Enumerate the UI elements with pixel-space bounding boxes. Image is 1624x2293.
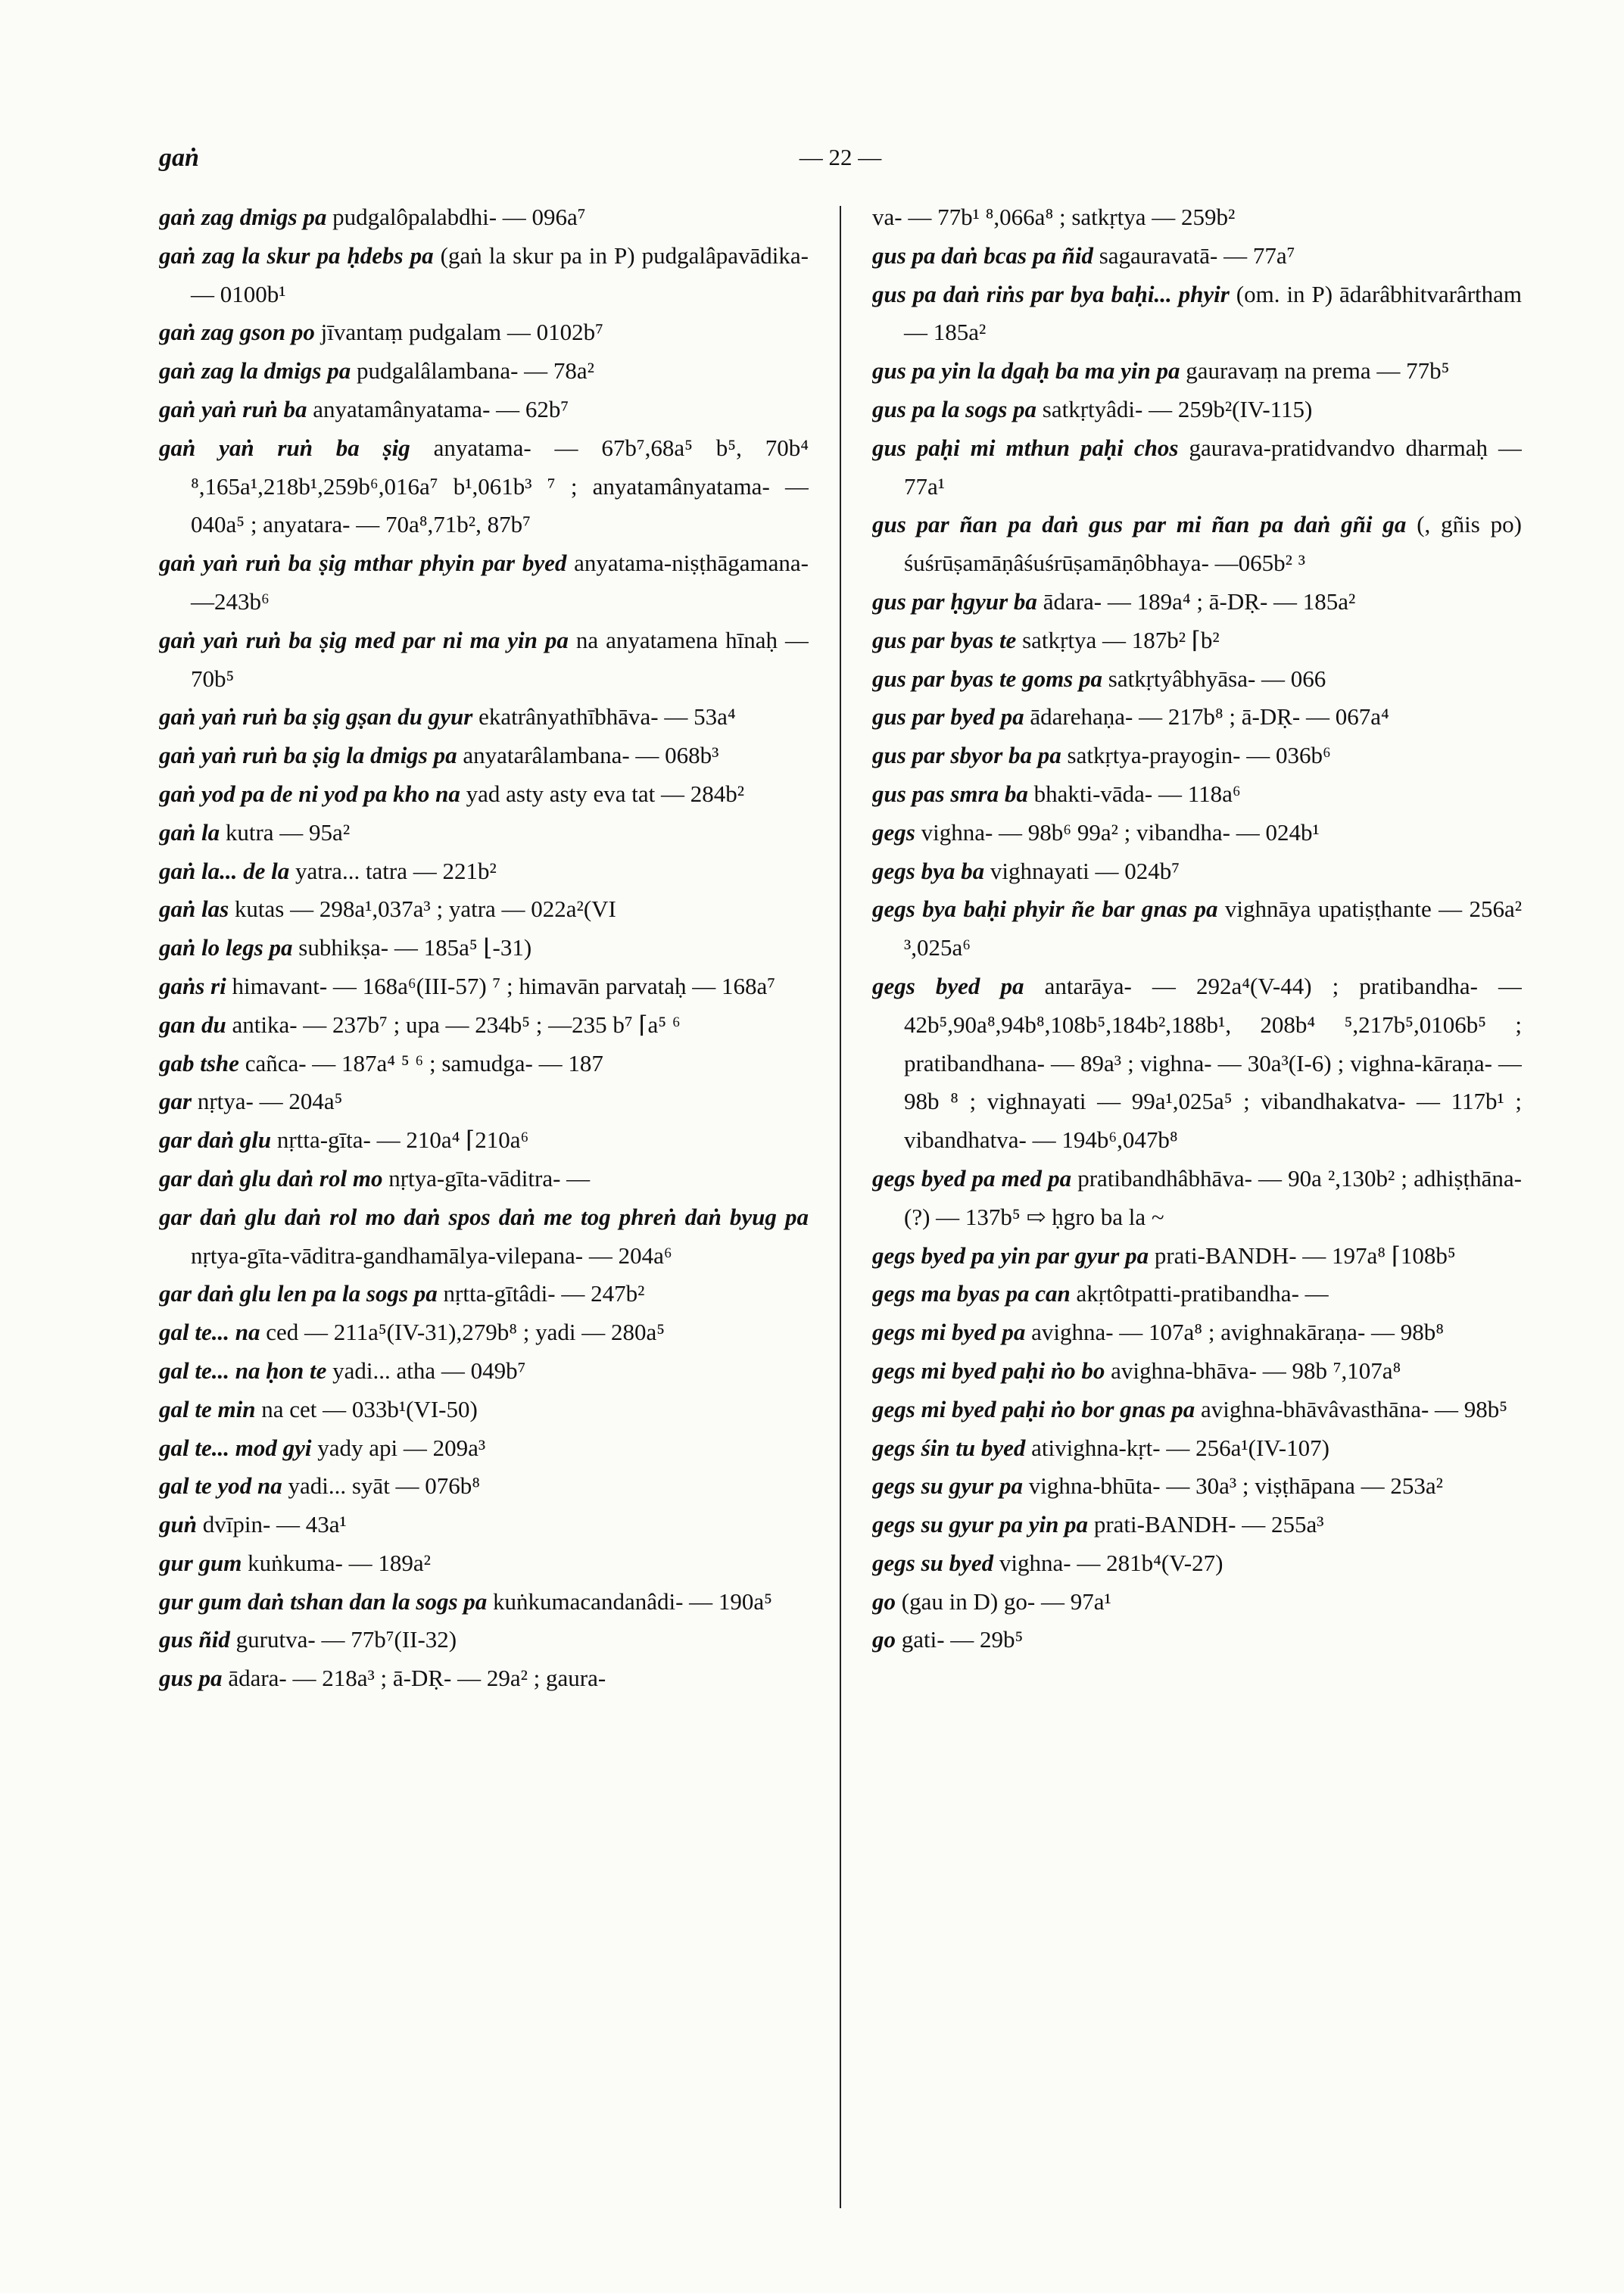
entry-headword: gaṅ lo legs pa <box>159 934 293 961</box>
entry-headword: gus ñid <box>159 1626 230 1653</box>
entry-headword: gegs su byed <box>872 1549 994 1576</box>
dictionary-entry <box>872 698 1522 737</box>
entry-headword: gar daṅ glu len pa la sogs pa <box>159 1280 438 1307</box>
entry-definition: kuṅkuma- — 189a² <box>248 1549 431 1576</box>
dictionary-entry <box>872 1506 1522 1544</box>
dictionary-entry <box>872 660 1522 699</box>
entry-definition: gaurava-pratidvandvo dharmaḥ — 77a¹ <box>904 434 1522 500</box>
entry-headword: gal te... na ḥon te <box>159 1357 327 1384</box>
dictionary-entry <box>872 391 1522 429</box>
dictionary-entry <box>159 313 809 352</box>
entry-headword: gaṅ zag la skur pa ḥdebs pa <box>159 241 434 269</box>
entry-headword: gegs mi byed pa <box>872 1319 1026 1346</box>
dictionary-entry <box>872 1237 1522 1276</box>
entry-headword: gaṅ la <box>159 818 220 846</box>
dictionary-columns <box>159 198 1522 2242</box>
dictionary-entry <box>159 1621 809 1659</box>
entry-definition: (gau in D) go- — 97a¹ <box>901 1587 1111 1615</box>
entry-definition: cañca- — 187a⁴ ⁵ ⁶ ; samudga- — 187 <box>245 1049 603 1076</box>
entry-definition: (gaṅ la skur pa in P) pudgalâpavādika- — 0100b¹ <box>191 241 809 307</box>
dictionary-entry <box>872 814 1522 852</box>
entry-definition: vighnayati — 024b⁷ <box>990 857 1180 884</box>
entry-headword: gegs bya ba <box>872 857 985 884</box>
entry-definition: nṛtya-gīta-vāditra-gandhamālya-vilepana- — 204a⁶ <box>191 1242 672 1269</box>
dictionary-entry <box>159 1275 809 1313</box>
entry-headword: gaṅ las <box>159 896 229 923</box>
dictionary-entry <box>159 852 809 891</box>
entry-definition: pudgalôpalabdhi- — 096a⁷ <box>332 204 586 230</box>
entry-definition: vighnāya upatiṣṭhante — 256a² ³,025a⁶ <box>904 896 1522 961</box>
entry-definition: satkṛtya-prayogin- — 036b⁶ <box>1067 742 1331 769</box>
entry-headword: gab tshe <box>159 1049 239 1076</box>
entry-definition: anyatama-niṣṭhāgamana- —243b⁶ <box>191 550 809 615</box>
entry-headword: gegs <box>872 818 915 846</box>
entry-headword: gegs bya baḥi phyir ñe bar gnas pa <box>872 896 1218 923</box>
entry-definition: akṛtôtpatti-pratibandha- — <box>1076 1280 1329 1307</box>
dictionary-entry <box>159 814 809 852</box>
entry-headword: gus par ḥgyur ba <box>872 587 1037 615</box>
entry-definition: ādara- — 218a³ ; ā-DṚ- — 29a² ; gaura- <box>228 1665 606 1692</box>
entry-headword: gal te... na <box>159 1319 260 1346</box>
entry-headword: go <box>872 1587 896 1615</box>
entry-definition: kutas — 298a¹,037a³ ; yatra — 022a²(VI <box>234 896 616 923</box>
entry-definition: vighna- — 98b⁶ 99a² ; vibandha- — 024b¹ <box>921 818 1320 846</box>
entry-headword: gur gum daṅ tshan dan la sogs pa <box>159 1587 488 1615</box>
entry-definition: ced — 211a⁵(IV-31),279b⁸ ; yadi — 280a⁵ <box>266 1319 665 1346</box>
entry-definition: vighna- — 281b⁴(V-27) <box>999 1549 1223 1576</box>
entry-headword: gegs byed pa <box>872 972 1024 999</box>
dictionary-entry <box>872 1583 1522 1622</box>
dictionary-entry <box>159 1352 809 1391</box>
entry-headword: guṅ <box>159 1511 197 1538</box>
entry-headword: gaṅ yaṅ ruṅ ba ṣig la dmigs pa <box>159 742 457 769</box>
dictionary-entry <box>159 429 809 544</box>
entry-definition: pudgalâlambana- — 78a² <box>356 357 594 385</box>
entry-definition: anyatama- — 67b⁷,68a⁵ b⁵, 70b⁴ ⁸,165a¹,218b¹,259b⁶,016a⁷ b¹,061b³ ⁷ ; anyatamânyatama- — 040a⁵ ; anyatara- — 70a⁸,71b², 87b⁷ <box>191 434 809 538</box>
entry-headword: gus pa <box>159 1665 223 1692</box>
entry-definition: prati-BANDH- — 197a⁸ ⌈108b⁵ <box>1154 1242 1456 1269</box>
entry-definition: avighna- — 107a⁸ ; avighnakāraṇa- — 98b⁸ <box>1031 1319 1445 1346</box>
entry-definition: nṛtya- — 204a⁵ <box>197 1088 343 1115</box>
entry-definition: yadi... atha — 049b⁷ <box>332 1357 526 1384</box>
entry-definition: antika- — 237b⁷ ; upa — 234b⁵ ; —235 b⁷ ⌈a⁵ ⁶ <box>232 1011 681 1038</box>
entry-headword: gus par byas te goms pa <box>872 665 1102 692</box>
entry-headword: gegs mi byed paḥi ṅo bor gnas pa <box>872 1395 1195 1422</box>
entry-headword: gus par byas te <box>872 626 1017 653</box>
entry-definition: kutra — 95a² <box>225 818 351 846</box>
entry-definition: kuṅkumacandanâdi- — 190a⁵ <box>493 1587 772 1615</box>
entry-headword: gegs su gyur pa yin pa <box>872 1511 1089 1538</box>
entry-definition: avighna-bhāvâvasthāna- — 98b⁵ <box>1201 1395 1508 1422</box>
entry-headword: gegs ma byas pa can <box>872 1280 1071 1307</box>
dictionary-entry <box>159 544 809 622</box>
entry-headword: gar daṅ glu <box>159 1126 272 1154</box>
left-column <box>159 198 809 2242</box>
dictionary-entry <box>872 775 1522 814</box>
entry-definition: gati- — 29b⁵ <box>901 1626 1024 1653</box>
dictionary-entry <box>872 1391 1522 1429</box>
dictionary-entry <box>872 622 1522 660</box>
entry-headword: gus par byed pa <box>872 703 1024 731</box>
entry-headword: gaṅ yaṅ ruṅ ba <box>159 395 307 422</box>
entry-headword: gur gum <box>159 1549 242 1576</box>
dictionary-entry <box>159 1313 809 1352</box>
entry-definition: nṛtya-gīta-vāditra- — <box>388 1164 591 1192</box>
dictionary-entry <box>159 1467 809 1506</box>
running-head: gaṅ <box>159 144 199 172</box>
dictionary-entry <box>159 1544 809 1583</box>
entry-headword: gan du <box>159 1011 226 1038</box>
dictionary-entry <box>872 1275 1522 1313</box>
dictionary-entry <box>872 1429 1522 1468</box>
entry-headword: gaṅ zag la dmigs pa <box>159 357 351 385</box>
entry-headword: gegs byed pa med pa <box>872 1164 1072 1192</box>
entry-headword: gal te... mod gyi <box>159 1434 312 1461</box>
dictionary-entry <box>159 967 809 1006</box>
entry-headword: gal te yod na <box>159 1472 282 1500</box>
entry-definition: ekatrânyathībhāva- — 53a⁴ <box>478 703 736 731</box>
dictionary-entry <box>872 1160 1522 1237</box>
entry-headword: gus pa yin la dgaḥ ba ma yin pa <box>872 357 1180 385</box>
entry-definition: va- — 77b¹ ⁸,066a⁸ ; satkṛtya — 259b² <box>872 204 1236 230</box>
entry-headword: gar daṅ glu daṅ rol mo daṅ spos daṅ me tog phreṅ daṅ byug pa <box>159 1203 809 1230</box>
dictionary-entry <box>159 1391 809 1429</box>
dictionary-entry <box>159 1429 809 1468</box>
dictionary-entry <box>872 967 1522 1160</box>
dictionary-entry <box>159 775 809 814</box>
dictionary-entry <box>159 737 809 775</box>
entry-definition: (om. in P) ādarâbhitvarârtham — 185a² <box>904 280 1522 346</box>
entry-definition: himavant- — 168a⁶(III-57) ⁷ ; himavān parvataḥ — 168a⁷ <box>232 972 776 999</box>
entry-definition: yadi... syāt — 076b⁸ <box>288 1472 481 1500</box>
entry-headword: gaṅs ri <box>159 972 226 999</box>
entry-definition: nṛtta-gīta- — 210a⁴ ⌈210a⁶ <box>276 1126 529 1154</box>
dictionary-entry <box>159 698 809 737</box>
entry-headword: gus pa daṅ riṅs par bya baḥi... phyir <box>872 280 1230 307</box>
entry-headword: gus paḥi mi mthun paḥi chos <box>872 434 1179 461</box>
dictionary-entry <box>872 1313 1522 1352</box>
entry-headword: gaṅ la... de la <box>159 857 290 884</box>
entry-definition: avighna-bhāva- — 98b ⁷,107a⁸ <box>1111 1357 1401 1384</box>
dictionary-entry <box>872 1467 1522 1506</box>
entry-definition: pratibandhâbhāva- — 90a ²,130b² ; adhiṣṭhāna-(?) — 137b⁵ ⇨ ḥgro ba la ~ <box>904 1164 1522 1230</box>
dictionary-entry <box>159 1121 809 1160</box>
dictionary-entry <box>872 1544 1522 1583</box>
entry-headword: gaṅ yod pa de ni yod pa kho na <box>159 780 460 807</box>
entry-headword: gegs byed pa yin par gyur pa <box>872 1242 1149 1269</box>
entry-definition: anyatarâlambana- — 068b³ <box>463 742 719 769</box>
entry-definition: (, gñis po) śuśrūṣamāṇâśuśrūṣamāṇôbhaya- —065b² ³ <box>904 511 1522 577</box>
dictionary-entry <box>872 852 1522 891</box>
entry-headword: gaṅ yaṅ ruṅ ba ṣig med par ni ma yin pa <box>159 626 569 653</box>
dictionary-entry <box>159 890 809 929</box>
dictionary-entry <box>159 352 809 391</box>
dictionary-entry <box>159 237 809 314</box>
entry-definition: satkṛtyâdi- — 259b²(IV-115) <box>1042 395 1313 422</box>
entry-headword: gaṅ yaṅ ruṅ ba ṣig gṣan du gyur <box>159 703 473 731</box>
dictionary-entry <box>872 352 1522 391</box>
entry-definition: gurutva- — 77b⁷(II-32) <box>235 1626 457 1653</box>
entry-definition: dvīpin- — 43a¹ <box>202 1511 347 1538</box>
dictionary-entry <box>872 1621 1522 1659</box>
dictionary-entry <box>159 1160 809 1198</box>
entry-definition: nṛtta-gītâdi- — 247b² <box>443 1280 645 1307</box>
entry-headword: go <box>872 1626 896 1653</box>
entry-definition: na cet — 033b¹(VI-50) <box>261 1395 478 1422</box>
entry-definition: antarāya- — 292a⁴(V-44) ; pratibandha- — 42b⁵,90a⁸,94b⁸,108b⁵,184b²,188b¹, 208b⁴ ⁵,217b⁵,0106b⁵ ; pratibandhana- — 89a³ ; vighna- — 30a³(I-6) ; vighna-kāraṇa- — 98b ⁸ ; vighnayati — 99a¹,025a⁵ ; vibandhakatva- — 117b¹ ; vibandhatva- — 194b⁶,047b⁸ <box>904 972 1522 1154</box>
entry-headword: gus par sbyor ba pa <box>872 742 1061 769</box>
entry-headword: gaṅ yaṅ ruṅ ba ṣig <box>159 434 410 461</box>
entry-definition: ādarehaṇa- — 217b⁸ ; ā-DṚ- — 067a⁴ <box>1030 703 1389 731</box>
entry-headword: gal te min <box>159 1395 256 1422</box>
dictionary-entry <box>159 1045 809 1083</box>
entry-definition: bhakti-vāda- — 118a⁶ <box>1033 780 1241 807</box>
column-divider <box>840 206 841 2208</box>
dictionary-entry <box>159 391 809 429</box>
entry-definition: gauravaṃ na prema — 77b⁵ <box>1186 357 1450 385</box>
entry-headword: gus par ñan pa daṅ gus par mi ñan pa daṅ gñi ga <box>872 511 1407 538</box>
entry-headword: gar daṅ glu daṅ rol mo <box>159 1164 383 1192</box>
dictionary-entry <box>872 506 1522 583</box>
page-header <box>159 144 1522 182</box>
entry-headword: gegs su gyur pa <box>872 1472 1023 1500</box>
dictionary-entry <box>159 622 809 699</box>
dictionary-entry <box>159 1659 809 1698</box>
entry-definition: prati-BANDH- — 255a³ <box>1093 1511 1324 1538</box>
entry-definition: satkṛtyâbhyāsa- — 066 <box>1108 665 1326 692</box>
entry-definition: satkṛtya — 187b² ⌈b² <box>1022 626 1220 653</box>
right-column <box>872 198 1522 2242</box>
dictionary-entry <box>159 1083 809 1121</box>
dictionary-entry <box>872 737 1522 775</box>
dictionary-entry <box>872 276 1522 353</box>
dictionary-entry <box>872 429 1522 506</box>
entry-definition: yad asty asty eva tat — 284b² <box>466 780 745 807</box>
dictionary-entry <box>159 198 809 237</box>
dictionary-entry <box>872 1352 1522 1391</box>
entry-definition: sagauravatā- — 77a⁷ <box>1099 241 1295 269</box>
entry-definition: anyatamânyatama- — 62b⁷ <box>313 395 569 422</box>
entry-definition: na anyatamena hīnaḥ — 70b⁵ <box>191 626 809 692</box>
entry-headword: gaṅ zag gson po <box>159 319 315 346</box>
entry-headword: gus pas smra ba <box>872 780 1028 807</box>
dictionary-entry <box>872 890 1522 967</box>
entry-headword: gaṅ yaṅ ruṅ ba ṣig mthar phyin par byed <box>159 550 567 577</box>
entry-headword: gar <box>159 1088 192 1115</box>
dictionary-entry <box>159 929 809 967</box>
entry-definition: subhikṣa- — 185a⁵ ⌊-31) <box>298 934 532 961</box>
dictionary-entry <box>159 1198 809 1276</box>
entry-headword: gaṅ zag dmigs pa <box>159 204 327 230</box>
dictionary-entry <box>872 198 1522 237</box>
page-number: — 22 — <box>799 144 882 170</box>
dictionary-entry <box>159 1006 809 1045</box>
entry-definition: ādara- — 189a⁴ ; ā-DṚ- — 185a² <box>1043 587 1356 615</box>
entry-definition: yatra... tatra — 221b² <box>295 857 497 884</box>
dictionary-entry <box>872 237 1522 276</box>
entry-definition: ativighna-kṛt- — 256a¹(IV-107) <box>1031 1434 1329 1461</box>
dictionary-entry <box>872 583 1522 622</box>
dictionary-entry <box>159 1506 809 1544</box>
entry-definition: jīvantaṃ pudgalam — 0102b⁷ <box>320 319 603 346</box>
entry-headword: gus pa la sogs pa <box>872 395 1037 422</box>
entry-headword: gus pa daṅ bcas pa ñid <box>872 241 1093 269</box>
entry-headword: gegs mi byed paḥi ṅo bo <box>872 1357 1105 1384</box>
entry-definition: yady api — 209a³ <box>317 1434 486 1461</box>
entry-headword: gegs śin tu byed <box>872 1434 1026 1461</box>
entry-definition: vighna-bhūta- — 30a³ ; viṣṭhāpana — 253a² <box>1028 1472 1443 1500</box>
dictionary-entry <box>159 1583 809 1622</box>
